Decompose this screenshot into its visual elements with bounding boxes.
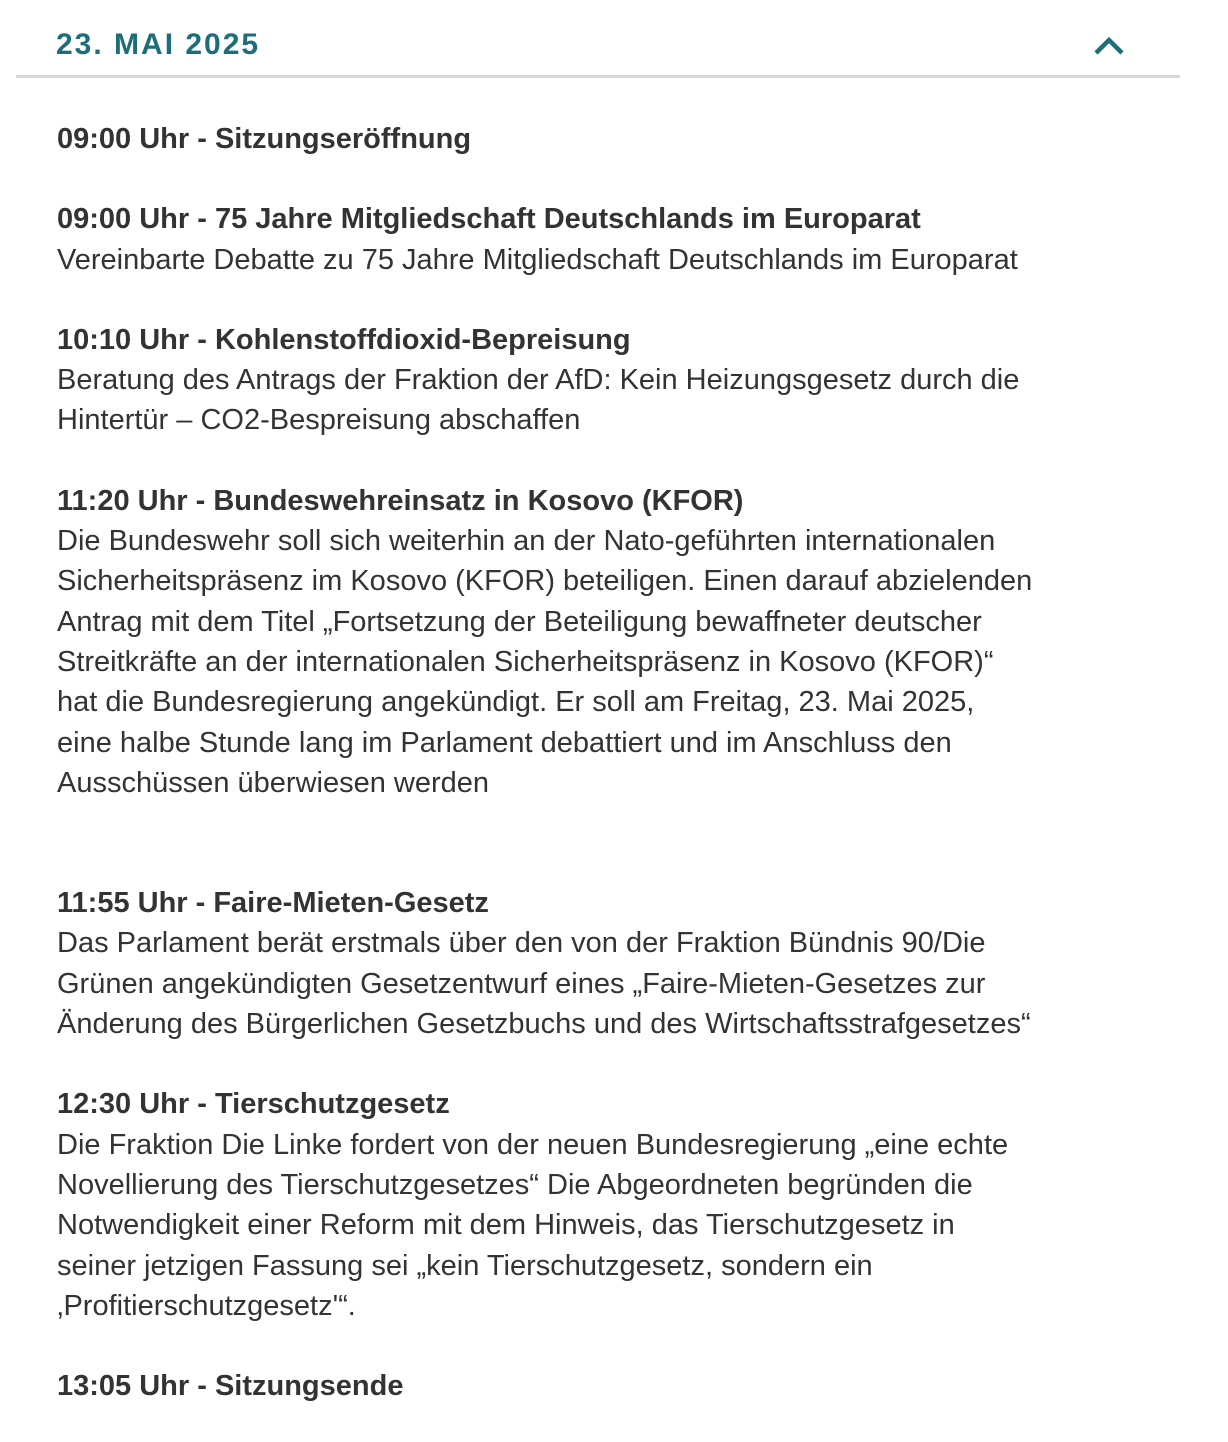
agenda-item-description: Die Bundeswehr soll sich weiterhin an der Nato-geführten internationalen Sicherheitspräsenz im Kosovo (KFOR) beteiligen. Einen darauf abzielenden Antrag mit dem Titel „Fortsetzung der Beteiligung bewaffneter deutscher Streitkräfte an der internationalen Sicherheitspräsenz in Kosovo (KFOR)“ hat die Bundesregierung angekündigt. Er soll am Freitag, 23. Mai 2025, eine halbe Stunde lang im Parlament debattiert und im Anschluss den Ausschüssen überwiesen werden [57,525,1033,799]
accordion-header-23-mai-2025[interactable] [16,0,1180,78]
agenda-item-kfor [57,481,1177,803]
agenda-item-title: 09:00 Uhr - 75 Jahre Mitgliedschaft Deutschlands im Europarat [57,203,921,236]
agenda-item-title: 11:20 Uhr - Bundeswehreinsatz in Kosovo (KFOR) [57,484,744,517]
agenda-item-description: Das Parlament berät erstmals über den von der Fraktion Bündnis 90/Die Grünen angekündigten Gesetzentwurf eines „Faire-Mieten-Gesetzes zur Änderung des Bürgerlichen Gesetzbuchs und des Wirtschaftsstrafgesetzes“ [57,927,1031,1041]
agenda-item-co2-bepreisung [57,320,1177,441]
agenda-content [57,119,1177,1406]
accordion-date-title: 23. MAI 2025 [56,28,261,61]
agenda-item-europarat [57,199,1177,280]
agenda-item-description: Die Fraktion Die Linke fordert von der neuen Bundesregierung „eine echte Novellierung des Tierschutzgesetzes“ Die Abgeordneten begründen die Notwendigkeit einer Reform mit dem Hinweis, das Tierschutzgesetz in seiner jetzigen Fassung sei „kein Tierschutzgesetz, sondern ein ‚Profitierschutzgesetz'“. [57,1128,1009,1322]
agenda-item-description: Vereinbarte Debatte zu 75 Jahre Mitgliedschaft Deutschlands im Europarat [57,243,1018,276]
agenda-item-title: 12:30 Uhr - Tierschutzgesetz [57,1088,450,1121]
agenda-item-title: 09:00 Uhr - Sitzungseröffnung [57,123,472,155]
agenda-item-tierschutzgesetz [57,1084,1177,1326]
agenda-item-description: Beratung des Antrags der Fraktion der AfD: Kein Heizungsgesetz durch die Hintertür – CO2-Bespreisung abschaffen [57,364,1020,437]
agenda-item-faire-mieten [57,883,1177,1044]
agenda-item-sitzungsende [57,1366,1177,1406]
chevron-up-icon[interactable] [1090,30,1128,60]
agenda-item-title: 10:10 Uhr - Kohlenstoffdioxid-Bepreisung [57,323,631,356]
agenda-item-title: 11:55 Uhr - Faire-Mieten-Gesetz [57,887,489,920]
agenda-item-sitzungseroeffnung [57,119,1177,159]
agenda-item-title: 13:05 Uhr - Sitzungsende [57,1370,404,1403]
